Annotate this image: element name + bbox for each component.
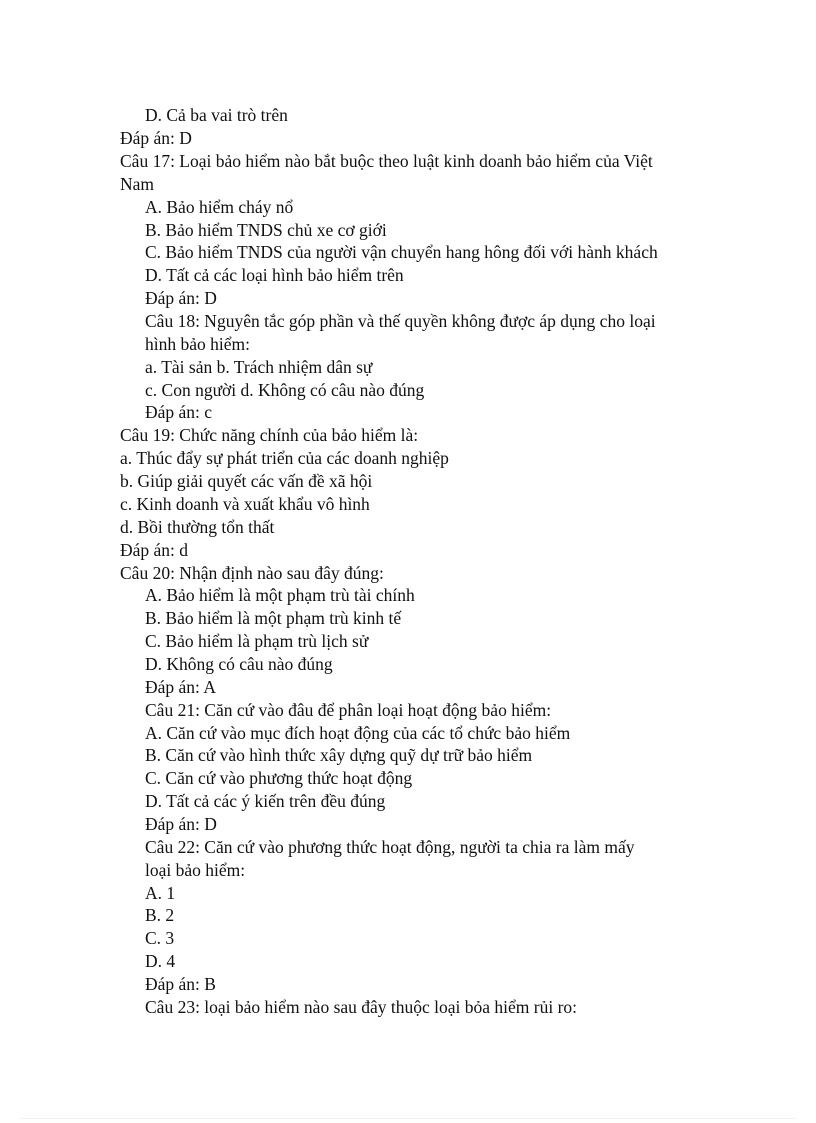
text-line: Đáp án: d xyxy=(120,540,189,560)
text-line: Nam xyxy=(120,174,155,194)
text-line: a. Tài sản b. Trách nhiệm dân sự xyxy=(145,357,373,377)
text-line: B. Căn cứ vào hình thức xây dựng quỹ dự trữ bảo hiểm xyxy=(145,745,533,765)
text-line: D. Không có câu nào đúng xyxy=(145,654,333,674)
text-line: c. Kinh doanh và xuất khẩu vô hình xyxy=(120,494,370,514)
text-line: A. Căn cứ vào mục đích hoạt động của các tổ chức bảo hiểm xyxy=(145,723,571,743)
text-line: B. Bảo hiểm TNDS chủ xe cơ giới xyxy=(145,220,387,240)
text-line: Đáp án: D xyxy=(120,128,192,148)
text-line: Đáp án: A xyxy=(145,677,216,697)
question-line: Câu 21: Căn cứ vào đâu để phân loại hoạt động bảo hiểm: xyxy=(145,700,552,720)
page-bottom-rule xyxy=(20,1118,796,1119)
text-line: d. Bồi thường tổn thất xyxy=(120,517,275,537)
text-line: A. Bảo hiểm cháy nổ xyxy=(145,197,294,217)
question-line: Câu 18: Nguyên tắc góp phần và thế quyền không được áp dụng cho loại xyxy=(145,311,656,331)
text-line: Đáp án: D xyxy=(145,288,217,308)
text-line: B. Bảo hiểm là một phạm trù kinh tế xyxy=(145,608,402,628)
text-line: C. Căn cứ vào phương thức hoạt động xyxy=(145,768,413,788)
question-line: Câu 23: loại bảo hiểm nào sau đây thuộc loại bỏa hiểm rủi ro: xyxy=(145,997,578,1017)
text-line: D. Tất cả các loại hình bảo hiểm trên xyxy=(145,265,404,285)
text-line: C. 3 xyxy=(145,928,175,948)
text-line: Đáp án: D xyxy=(145,814,217,834)
text-line: c. Con người d. Không có câu nào đúng xyxy=(145,380,425,400)
text-line: B. 2 xyxy=(145,905,175,925)
text-line: a. Thúc đẩy sự phát triển của các doanh nghiệp xyxy=(120,448,449,468)
text-line: Đáp án: B xyxy=(145,974,216,994)
text-line: C. Bảo hiểm là phạm trù lịch sử xyxy=(145,631,369,651)
question-line: Câu 20: Nhận định nào sau đây đúng: xyxy=(120,563,384,583)
text-line: Đáp án: c xyxy=(145,402,213,422)
question-line: Câu 17: Loại bảo hiểm nào bắt buộc theo luật kinh doanh bảo hiểm của Việt xyxy=(120,151,653,171)
text-line: b. Giúp giải quyết các vấn đề xã hội xyxy=(120,471,373,491)
text-line: D. Cả ba vai trò trên xyxy=(145,105,288,125)
question-line: Câu 22: Căn cứ vào phương thức hoạt động, người ta chia ra làm mấy xyxy=(145,837,635,857)
question-line: Câu 19: Chức năng chính của bảo hiểm là: xyxy=(120,425,419,445)
text-line: loại bảo hiểm: xyxy=(145,860,246,880)
text-line: D. Tất cả các ý kiến trên đều đúng xyxy=(145,791,386,811)
text-line: A. Bảo hiểm là một phạm trù tài chính xyxy=(145,585,415,605)
text-line: hình bảo hiểm: xyxy=(145,334,250,354)
text-line: C. Bảo hiểm TNDS của người vận chuyển hang hông đối với hành khách xyxy=(145,242,658,262)
text-line: D. 4 xyxy=(145,951,176,971)
text-line: A. 1 xyxy=(145,883,176,903)
